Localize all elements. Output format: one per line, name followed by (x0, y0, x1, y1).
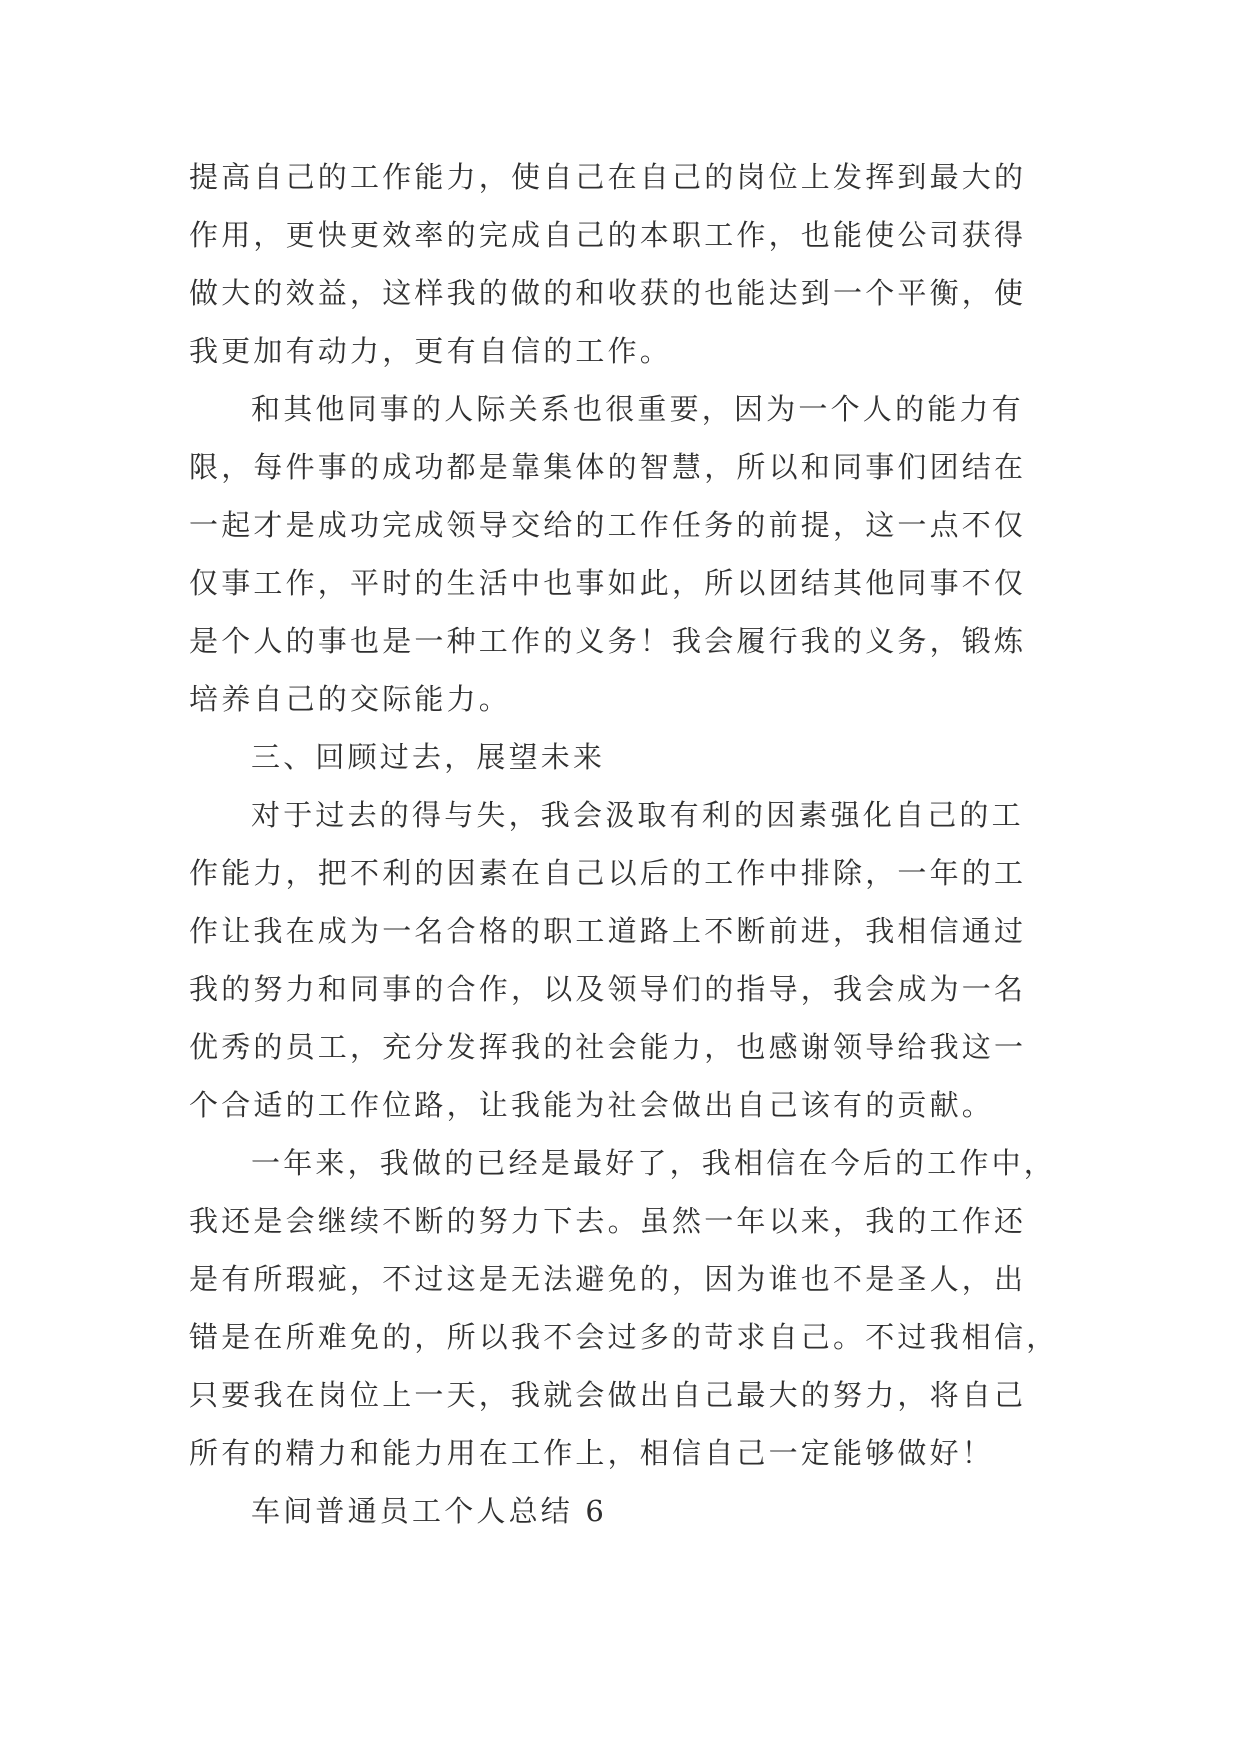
paragraph-line: 限，每件事的成功都是靠集体的智慧，所以和同事们团结在 (189, 450, 1027, 484)
article-title-text: 车间普通员工个人总结 6 (251, 1494, 608, 1528)
document-body (189, 148, 1059, 1540)
paragraph-line: 作用，更快更效率的完成自己的本职工作，也能使公司获得 (189, 218, 1027, 252)
paragraph-line: 一年来，我做的已经是最好了，我相信在今后的工作中， (251, 1146, 1057, 1180)
paragraph-colleague-relations (189, 380, 1054, 728)
paragraph-line: 所有的精力和能力用在工作上，相信自己一定能够做好！ (189, 1436, 995, 1470)
paragraph-line: 提高自己的工作能力，使自己在自己的岗位上发挥到最大的 (189, 160, 1027, 194)
paragraph-line: 我还是会继续不断的努力下去。虽然一年以来，我的工作还 (189, 1204, 1027, 1238)
paragraph-continuation (189, 148, 1054, 380)
paragraph-line: 培养自己的交际能力。 (189, 682, 512, 716)
paragraph-line: 和其他同事的人际关系也很重要，因为一个人的能力有 (251, 392, 1024, 426)
paragraph-line: 一起才是成功完成领导交给的工作任务的前提，这一点不仅 (189, 508, 1027, 542)
paragraph-line: 只要我在岗位上一天，我就会做出自己最大的努力，将自己 (189, 1378, 1027, 1412)
section-heading-text: 三、回顾过去，展望未来 (251, 740, 606, 774)
paragraph-line: 个合适的工作位路，让我能为社会做出自己该有的贡献。 (189, 1088, 995, 1122)
paragraph-line: 错是在所难免的，所以我不会过多的苛求自己。不过我相信， (189, 1320, 1059, 1354)
paragraph-line: 我更加有动力，更有自信的工作。 (189, 334, 673, 368)
paragraph-year-summary (189, 1134, 1059, 1482)
paragraph-line: 是个人的事也是一种工作的义务！我会履行我的义务，锻炼 (189, 624, 1027, 658)
paragraph-line: 是有所瑕疵，不过这是无法避免的，因为谁也不是圣人，出 (189, 1262, 1027, 1296)
section-heading (189, 728, 1054, 786)
paragraph-look-back (189, 786, 1054, 1134)
paragraph-line: 优秀的员工，充分发挥我的社会能力，也感谢领导给我这一 (189, 1030, 1027, 1064)
paragraph-line: 对于过去的得与失，我会汲取有利的因素强化自己的工 (251, 798, 1024, 832)
paragraph-line: 作让我在成为一名合格的职工道路上不断前进，我相信通过 (189, 914, 1027, 948)
paragraph-line: 做大的效益，这样我的做的和收获的也能达到一个平衡，使 (189, 276, 1027, 310)
paragraph-line: 仅事工作，平时的生活中也事如此，所以团结其他同事不仅 (189, 566, 1027, 600)
paragraph-line: 我的努力和同事的合作，以及领导们的指导，我会成为一名 (189, 972, 1027, 1006)
paragraph-line: 作能力，把不利的因素在自己以后的工作中排除，一年的工 (189, 856, 1027, 890)
next-article-title (189, 1482, 1054, 1540)
